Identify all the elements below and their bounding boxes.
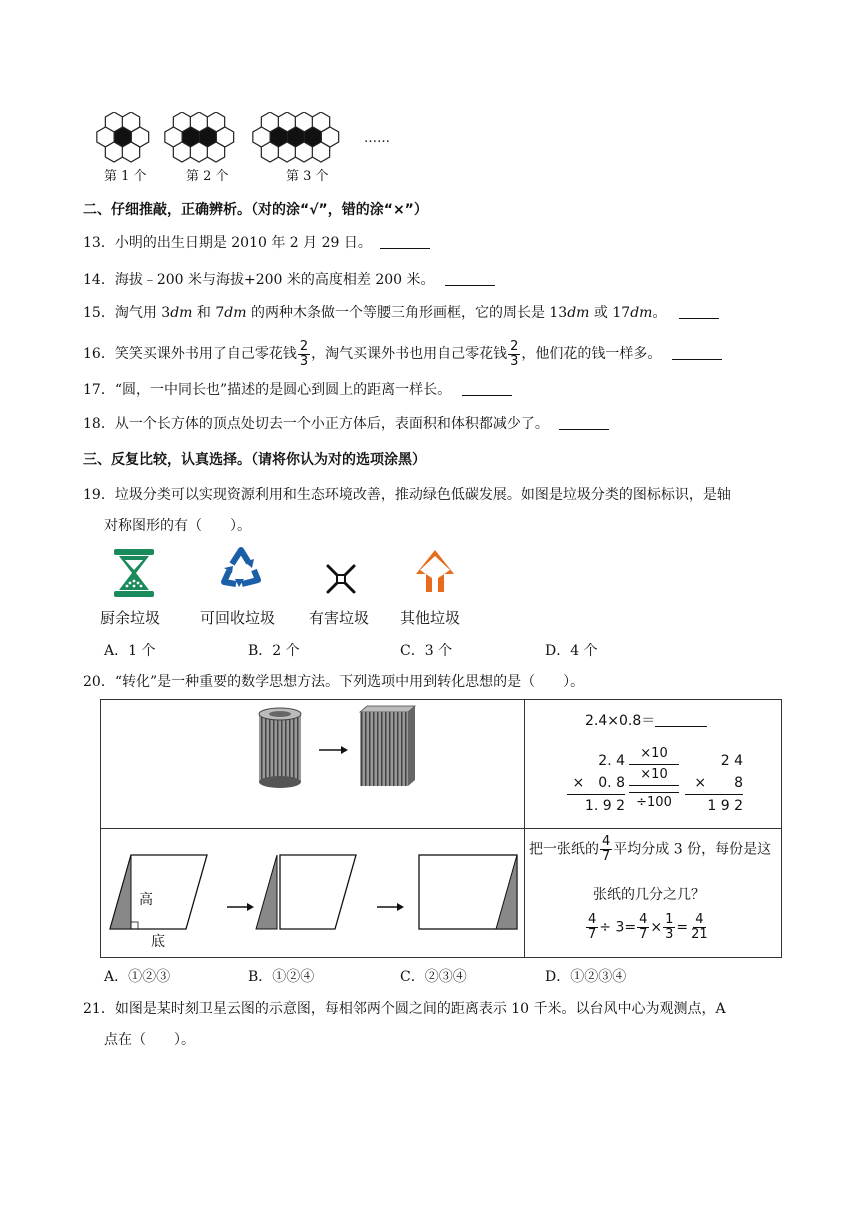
denominator: 21	[691, 927, 708, 942]
fraction	[663, 913, 675, 942]
decimal-product: 1. 9 2	[584, 798, 625, 814]
hex-ellipsis: ……	[364, 131, 390, 146]
icon-label-hazardous: 有害垃圾	[309, 609, 370, 627]
numerator: 4	[602, 834, 611, 849]
fraction	[689, 913, 710, 942]
question-20	[83, 673, 584, 691]
denominator: 7	[602, 849, 611, 864]
numerator: 1	[665, 912, 674, 927]
question-text: ，他们花的钱一样多。	[521, 346, 662, 362]
kitchen-waste-icon	[112, 548, 156, 598]
q20-option-b[interactable]: B．①②④	[248, 969, 315, 985]
numerator: 4	[695, 912, 704, 927]
question-text: 笑笑买课外书用了自己零花钱	[114, 346, 297, 362]
q19-option-a[interactable]: A．1 个	[104, 643, 156, 659]
question-text: ，淘气买课外书也用自己零花钱	[311, 346, 508, 362]
q20-cell-2	[525, 700, 782, 829]
question-14	[83, 271, 495, 289]
question-text: 。	[652, 305, 667, 321]
question-13	[83, 234, 430, 252]
question-number: 14．	[83, 272, 115, 288]
denominator: 7	[588, 927, 597, 942]
q19-option-d[interactable]: D．4 个	[545, 643, 598, 659]
section-3-heading: 三、反复比较，认真选择。（请将你认为对的选项涂黑）	[83, 452, 426, 468]
integer-factor-1: 2 4	[720, 753, 743, 769]
icon-label-kitchen: 厨余垃圾	[100, 609, 161, 627]
question-16	[83, 337, 722, 371]
question-text: 的两种木条做一个等腰三角形画框，它的周长是 13	[246, 305, 568, 321]
decimal-factor-2: × 0. 8	[567, 772, 625, 795]
icon-label-recyclable: 可回收垃圾	[200, 609, 276, 627]
question-number: 15．	[83, 305, 115, 321]
question-number: 13．	[83, 235, 115, 251]
q20-cell-1	[101, 700, 525, 829]
numerator: 2	[299, 338, 309, 354]
question-text: 垃圾分类可以实现资源利用和生态环境改善，推动绿色低碳发展。如图是垃圾分类的图标标识，是轴	[114, 487, 731, 503]
denominator: 3	[510, 353, 519, 369]
question-21-line-2: 点在（ ）。	[104, 1032, 195, 1048]
hazardous-waste-icon	[324, 562, 358, 596]
q20-figure-table	[100, 699, 782, 958]
problem-text: 把一张纸的	[529, 841, 599, 858]
integer-product: 1 9 2	[707, 798, 743, 814]
question-number: 16．	[83, 346, 115, 362]
question-17	[83, 381, 512, 399]
question-19-line-2: 对称图形的有（ ）。	[104, 518, 251, 534]
hexagon-pattern-figures	[96, 112, 406, 164]
fraction	[637, 913, 649, 942]
q20-option-c[interactable]: C．②③④	[400, 969, 467, 985]
arrow-times-10-a: ×10	[629, 744, 679, 765]
operator: =	[676, 919, 689, 936]
hex-label-3: 第 3 个	[286, 169, 329, 184]
answer-blank[interactable]	[445, 271, 495, 286]
denominator: 3	[299, 353, 309, 369]
q20-cell-4	[525, 829, 782, 958]
cylinder-to-cuboid-figure	[101, 700, 524, 828]
q19-option-b[interactable]: B．2 个	[248, 643, 300, 659]
answer-blank[interactable]	[655, 712, 707, 727]
question-15	[83, 304, 719, 322]
q20-option-d[interactable]: D．①②③④	[545, 969, 627, 985]
question-text: 或 17	[589, 305, 631, 321]
answer-blank[interactable]	[559, 415, 609, 430]
question-19-line-1	[83, 486, 731, 504]
q20-option-a[interactable]: A．①②③	[104, 969, 171, 985]
question-text: 海拔﹣200 米与海拔+200 米的高度相差 200 米。	[114, 272, 435, 288]
problem-text-line-2: 张纸的几分之几？	[593, 887, 705, 903]
question-text: 如图是某时刻卫星云图的示意图，每相邻两个圆之间的距离表示 10 千米。以台风中心为观测点，A	[114, 1001, 726, 1017]
section-2-heading: 二、仔细推敲，正确辨析。（对的涂“√”，错的涂“×”）	[83, 202, 428, 218]
hex-label-2: 第 2 个	[186, 169, 229, 184]
question-number: 20．	[83, 674, 115, 690]
fraction	[600, 835, 612, 864]
question-text: 和 7	[192, 305, 225, 321]
base-label: 底	[151, 934, 165, 950]
problem-text: 平均分成 3 份，每份是这	[613, 841, 772, 858]
arrow-divide-100: ÷100	[629, 792, 679, 813]
unit: dm	[567, 305, 590, 321]
question-number: 17．	[83, 382, 115, 398]
numerator: 2	[510, 338, 519, 354]
question-18	[83, 415, 609, 433]
question-21-line-1	[83, 1000, 726, 1018]
icon-label-other: 其他垃圾	[400, 609, 461, 627]
question-text: “圆，一中同长也”描述的是圆心到圆上的距离一样长。	[114, 382, 452, 398]
question-number: 21．	[83, 1001, 115, 1017]
numerator: 4	[639, 912, 648, 927]
fraction	[586, 913, 598, 942]
integer-factor-2: × 8	[685, 772, 743, 795]
denominator: 7	[639, 927, 648, 942]
hex-figure-1	[97, 112, 149, 162]
question-number: 18．	[83, 416, 115, 432]
hex-figure-2	[165, 112, 234, 162]
q19-option-c[interactable]: C．3 个	[400, 643, 453, 659]
question-text: “转化”是一种重要的数学思想方法。下列选项中用到转化思想的是（ ）。	[114, 674, 585, 690]
answer-blank[interactable]	[462, 381, 512, 396]
denominator: 3	[665, 927, 674, 942]
answer-blank[interactable]	[380, 234, 430, 249]
question-text: 淘气用 3	[114, 305, 171, 321]
hex-label-1: 第 1 个	[104, 169, 147, 184]
answer-blank[interactable]	[672, 345, 722, 360]
unit: dm	[630, 305, 653, 321]
multiplication-expression: 2.4×0.8＝	[585, 713, 656, 729]
decimal-factor-1: 2. 4	[598, 753, 625, 769]
hex-figure-3	[253, 112, 339, 162]
answer-blank[interactable]	[679, 304, 719, 319]
operator: ÷ 3=	[599, 919, 637, 936]
question-text: 从一个长方体的顶点处切去一个小正方体后，表面积和体积都减少了。	[114, 416, 549, 432]
recyclable-icon	[218, 546, 264, 590]
height-label: 高	[139, 892, 153, 908]
unit: dm	[224, 305, 247, 321]
unit: dm	[170, 305, 193, 321]
question-number: 19．	[83, 487, 115, 503]
arrow-times-10-b: ×10	[629, 765, 679, 786]
numerator: 4	[588, 912, 597, 927]
q20-cell-3	[101, 829, 525, 958]
question-text: 小明的出生日期是 2010 年 2 月 29 日。	[114, 235, 372, 251]
fraction	[298, 340, 310, 369]
fraction-equation	[585, 913, 711, 942]
fraction	[508, 340, 520, 369]
operator: ×	[650, 919, 663, 936]
other-waste-icon	[414, 548, 456, 594]
